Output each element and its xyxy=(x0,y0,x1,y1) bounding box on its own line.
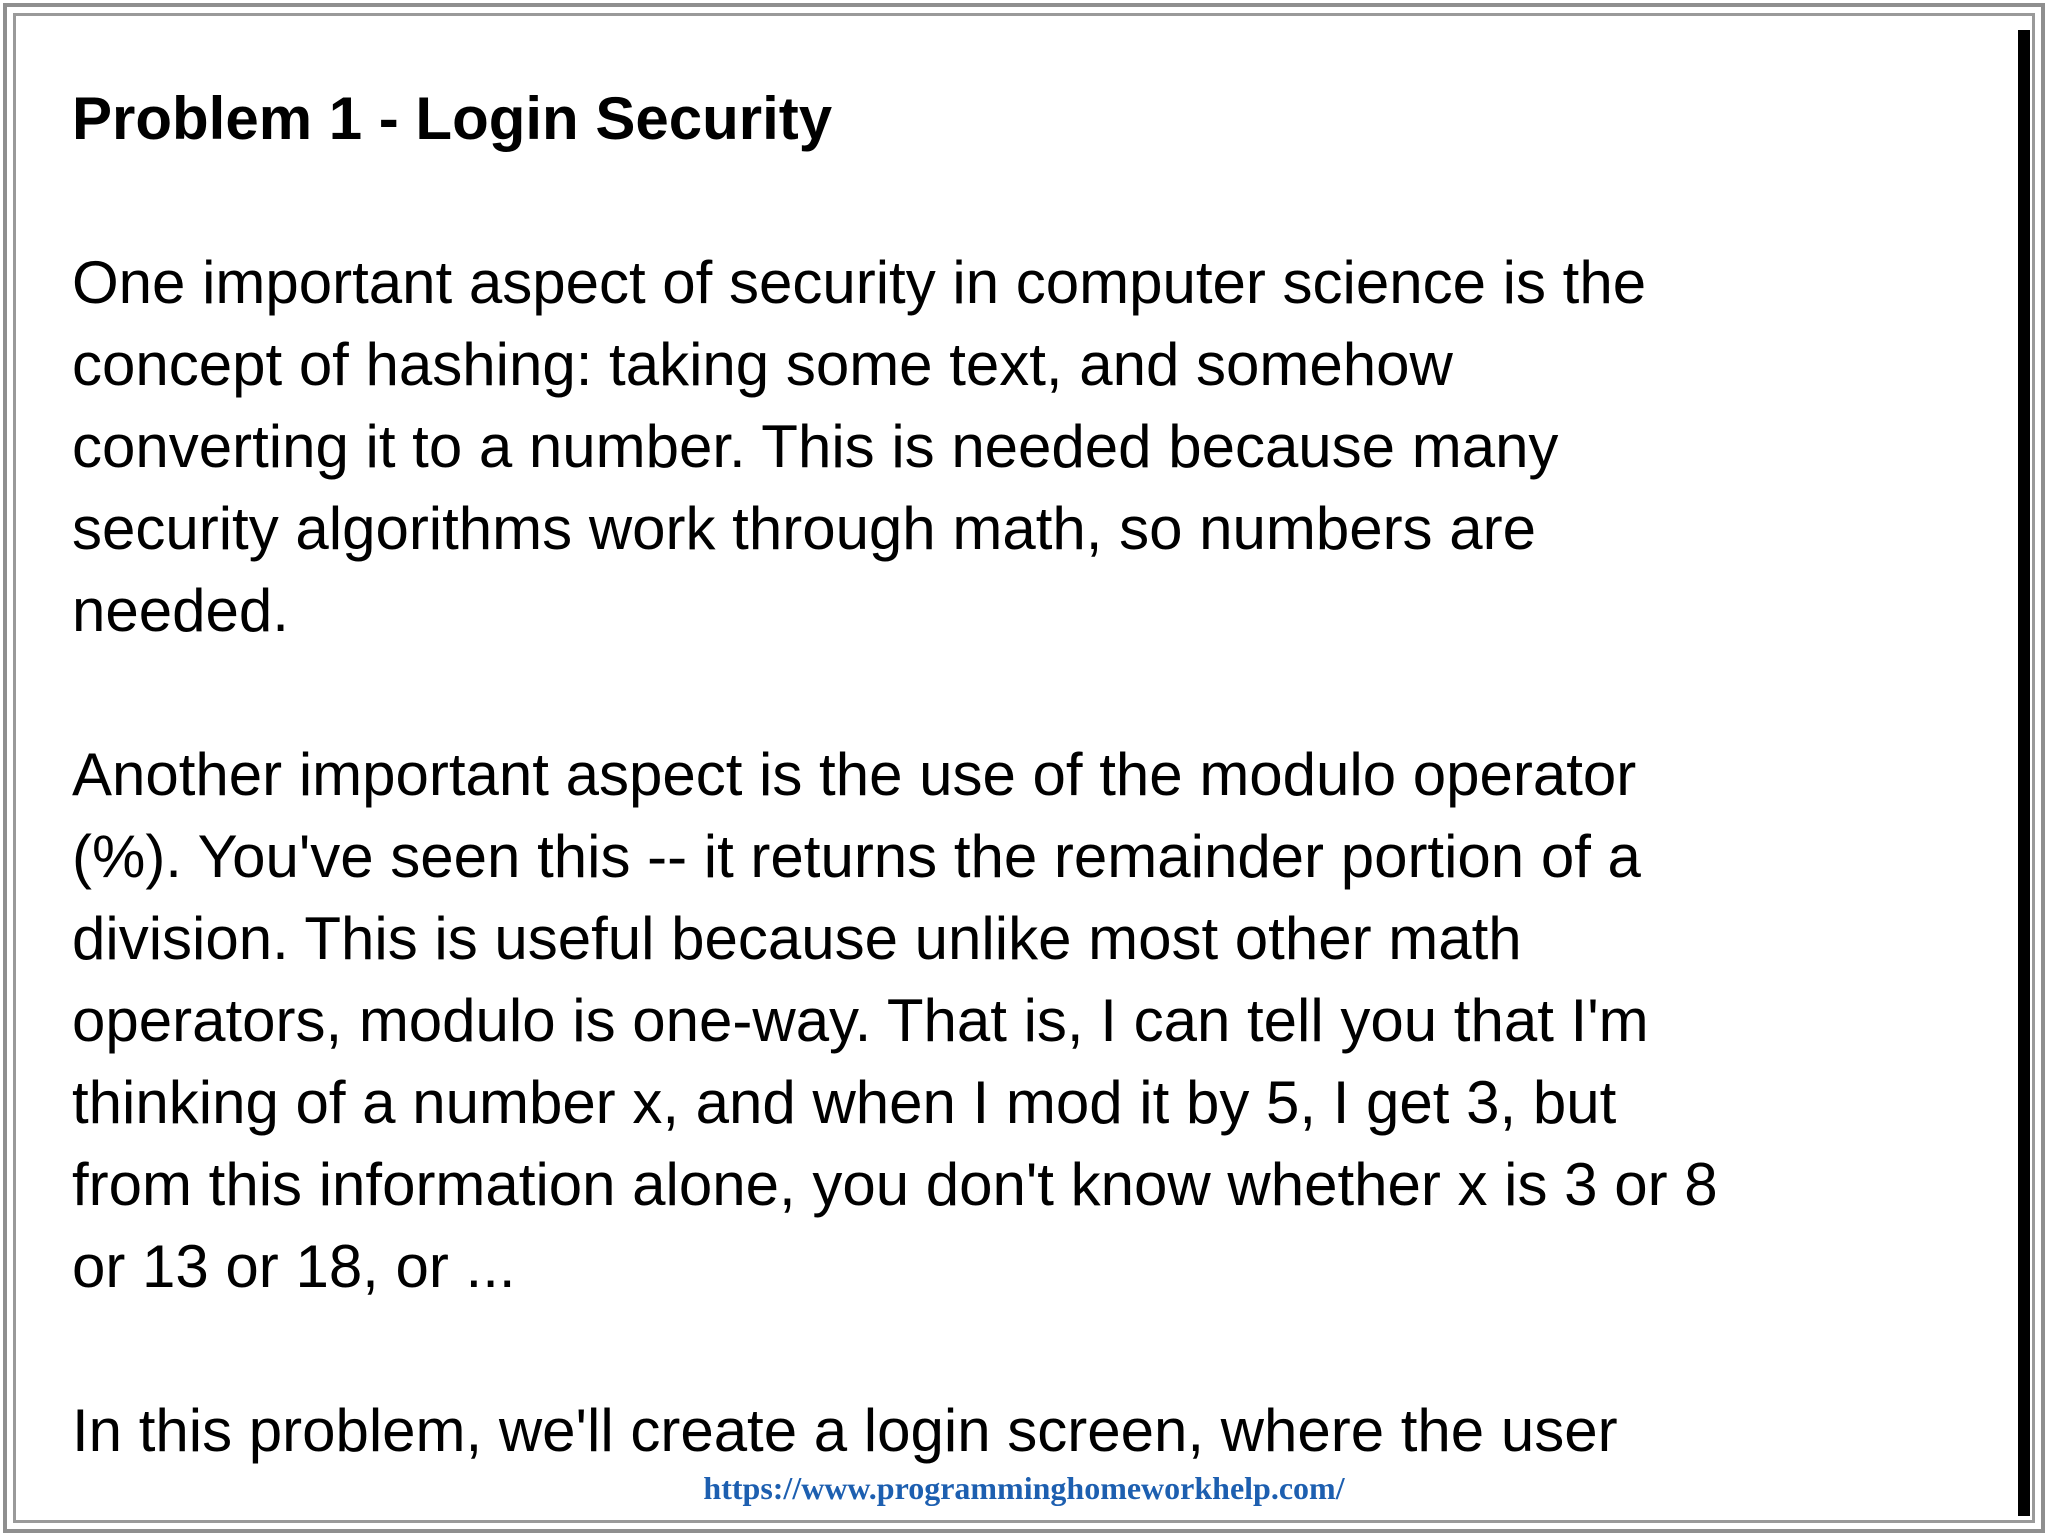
paragraph-modulo: Another important aspect is the use of the modulo operator (%). You've seen this -- it returns the remainder portion of a division. This is useful because unlike most other math operators, modulo is one-way. That is, I can tell you that I'm thinking of a number x, and when I mod it by 5, I get 3, but from this information alone, you don't know whether x is 3 or 8 or 13 or 18, or ... xyxy=(72,741,1718,1300)
paragraph-login-screen: In this problem, we'll create a login screen, where the user xyxy=(72,1397,1618,1464)
page-title: Problem 1 - Login Security xyxy=(72,85,833,152)
footer-website-link[interactable]: https://www.programminghomeworkhelp.com/ xyxy=(703,1470,1345,1506)
document-body xyxy=(72,78,1972,1472)
right-edge-bar xyxy=(2018,30,2030,1516)
paragraph-hashing: One important aspect of security in computer science is the concept of hashing: taking some text, and somehow converting it to a number. This is needed because many security algorithms work through math, so numbers are needed. xyxy=(72,249,1647,644)
